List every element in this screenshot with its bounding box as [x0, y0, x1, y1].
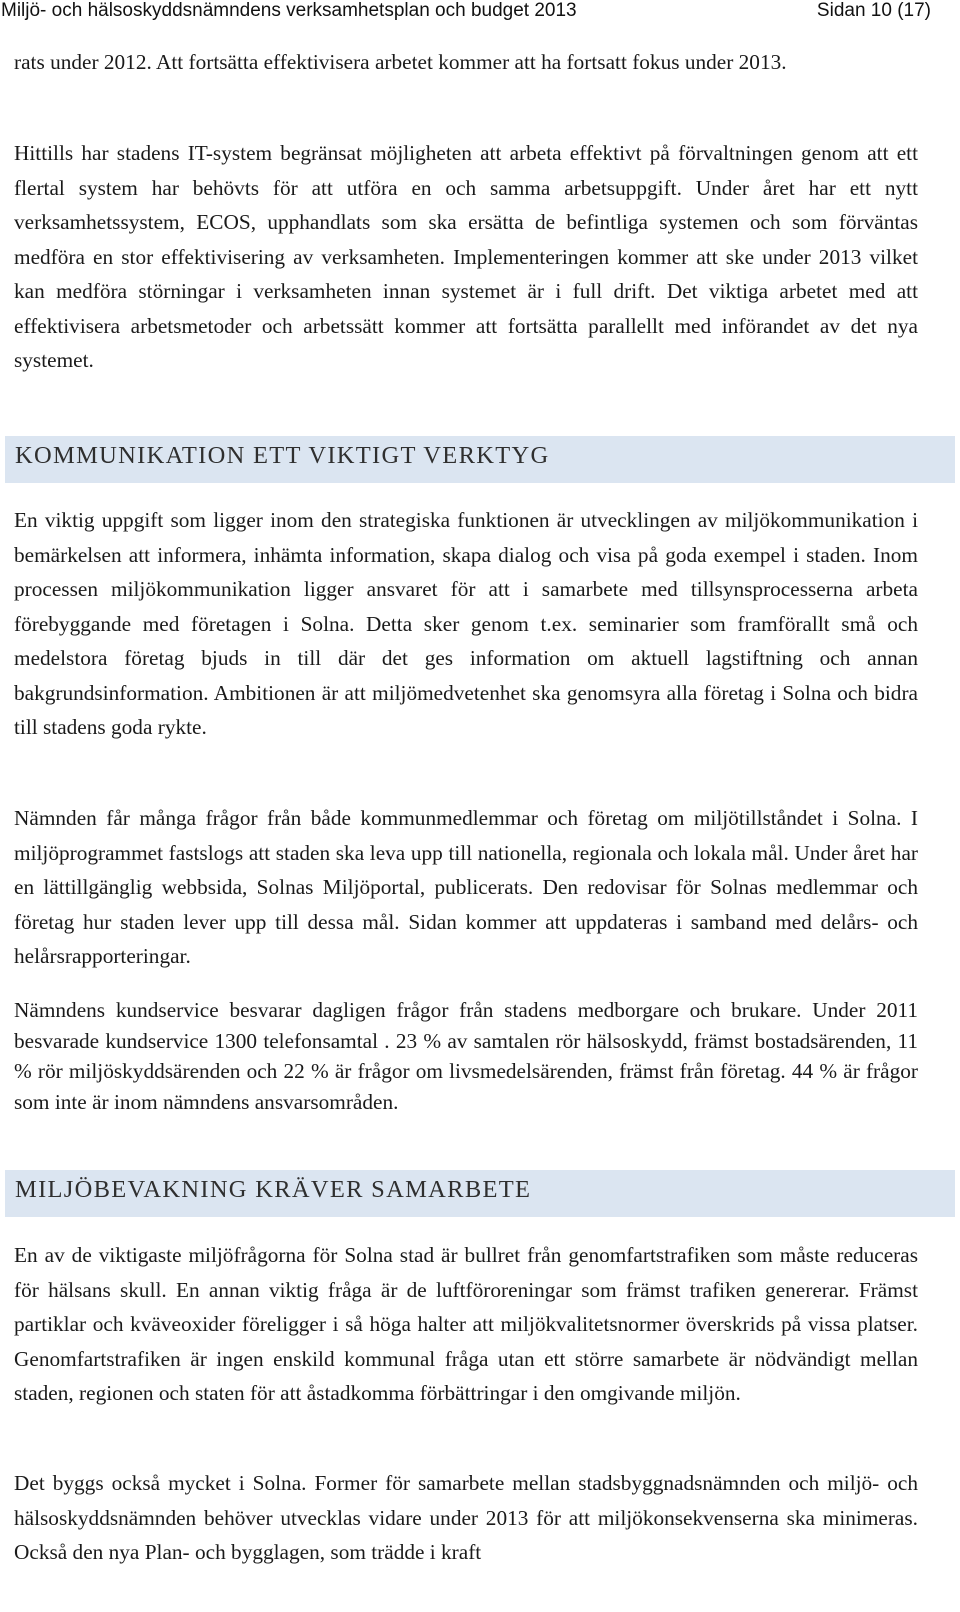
page-number: Sidan 10 (17)	[816, 0, 931, 21]
paragraph-it-system: Hittills har stadens IT-system begränsat möjligheten att arbeta effektivt på förvaltningen genom att ett flertal system har behövts för att utföra en och samma arbetsuppgift. Under året har ett nytt verksamhetssystem, ECOS, upphandlats som ska ersätta de befintliga systemen och som förväntas medföra en stor effektivisering av verksamheten. Implementeringen kommer att ske under 2013 vilket kan medföra störningar i verksamheten innan systemet är i full drift. Det viktiga arbetet med att effektivisera arbetsmetoder och arbetssätt kommer att fortsätta parallellt med införandet av det nya systemet.	[14, 141, 918, 372]
paragraph-continuation: rats under 2012. Att fortsätta effektivisera arbetet kommer att ha fortsatt fokus under 2013.	[14, 50, 787, 74]
section-heading-band-kommunikation	[5, 436, 955, 483]
paragraph-miljokommunikation: En viktig uppgift som ligger inom den strategiska funktionen är utvecklingen av miljökommunikation i bemärkelsen att informera, inhämta information, skapa dialog och visa på goda exempel i staden. Inom processen miljökommunikation ligger ansvaret för att i samarbete med tillsynsprocesserna arbeta förebyggande med företagen i Solna. Detta sker genom t.ex. seminarier som framförallt små och medelstora företag bjuds in till där det ges information om aktuell lagstiftning och annan bakgrundsinformation. Ambitionen är att miljömedvetenhet ska genomsyra alla företag i Solna och bidra till stadens goda rykte.	[14, 508, 918, 739]
paragraph-miljoportal: Nämnden får många frågor från både kommunmedlemmar och företag om miljötillståndet i Solna. I miljöprogrammet fastslogs att staden ska leva upp till nationella, regionala och lokala mål. Under året har en lättillgänglig webbsida, Solnas Miljöportal, publicerats. Den redovisar för Solnas medlemmar och företag hur staden lever upp till dessa mål. Sidan kommer att uppdateras i samband med delårs- och helårsrapporteringar.	[14, 806, 918, 968]
section-heading-kommunikation: KOMMUNIKATION ETT VIKTIGT VERKTYG	[15, 442, 550, 469]
section-heading-band-miljobevakning	[5, 1170, 955, 1217]
paragraph-byggande: Det byggs också mycket i Solna. Former för samarbete mellan stadsbyggnadsnämnden och miljö- och hälsoskyddsnämnden behöver utvecklas vidare under 2013 för att miljökonsekvenserna ska minimeras. Också den nya Plan- och bygglagen, som trädde i kraft	[14, 1471, 918, 1564]
paragraph-trafik: En av de viktigaste miljöfrågorna för Solna stad är bullret från genomfartstrafiken som måste reduceras för hälsans skull. En annan viktig fråga är de luftföroreningar som främst trafiken genererar. Främst partiklar och kväveoxider föreligger i så höga halter att miljökvalitetsnormer överskrids på vissa platser. Genomfartstrafiken är ingen enskild kommunal fråga utan ett större samarbete är nödvändigt mellan staden, regionen och staten för att åstadkomma förbättringar i den omgivande miljön.	[14, 1243, 918, 1405]
paragraph-kundservice: Nämndens kundservice besvarar dagligen frågor från stadens medborgare och brukare. Under 2011 besvarade kundservice 1300 telefonsamtal . 23 % av samtalen rör hälsoskydd, främst bostadsärenden, 11 % rör miljöskyddsärenden och 22 % är frågor om livsmedelsärenden, främst från företag. 44 % är frågor som inte är inom nämndens ansvarsområden.	[14, 998, 918, 1114]
section-heading-miljobevakning: MILJÖBEVAKNING KRÄVER SAMARBETE	[15, 1176, 532, 1203]
page-header	[0, 0, 945, 26]
document-title: Miljö- och hälsoskyddsnämndens verksamhetsplan och budget 2013	[1, 0, 577, 21]
